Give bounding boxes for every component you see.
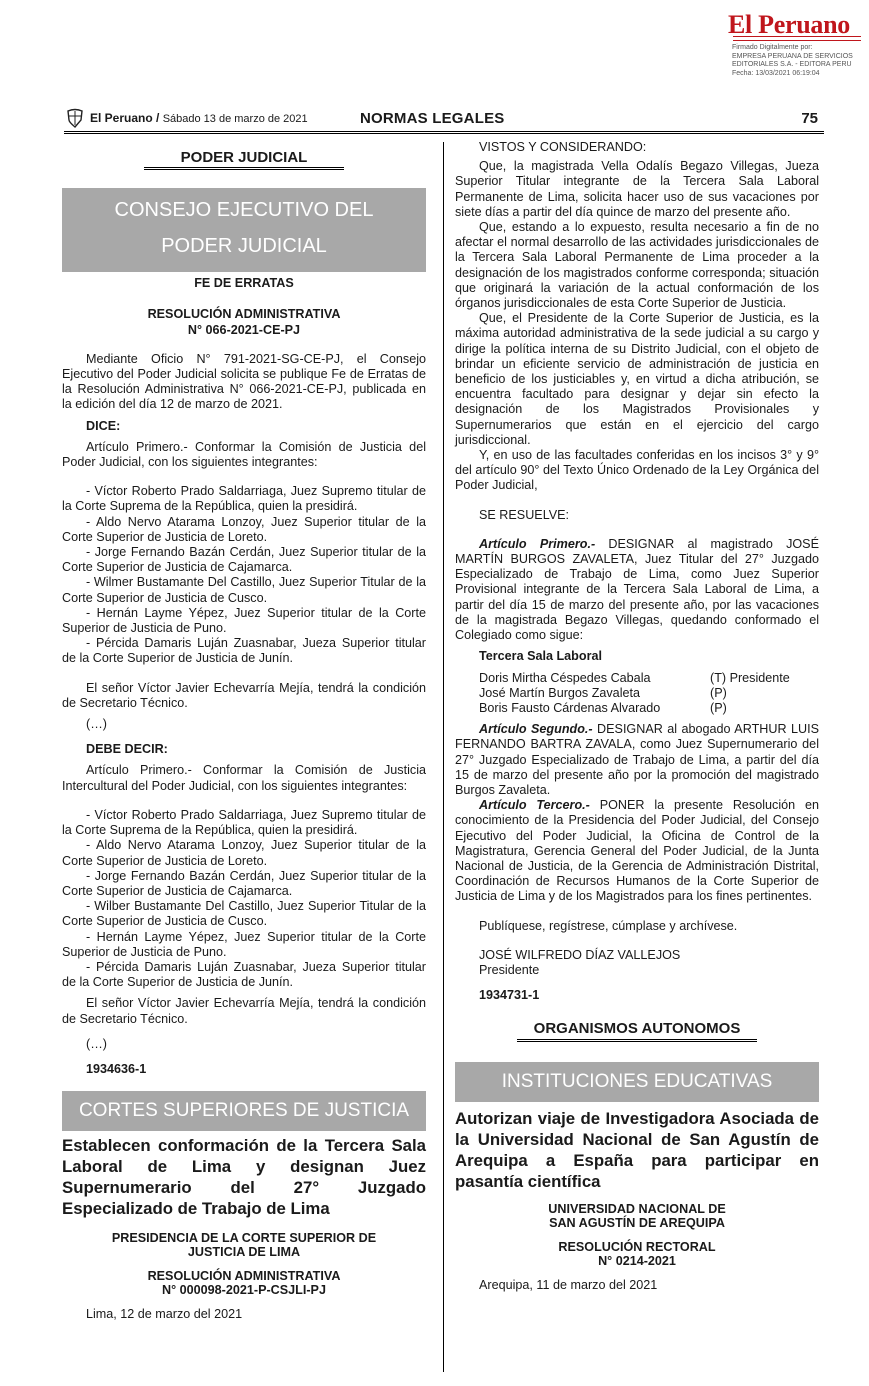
el-peruano-logo: El Peruano: [728, 10, 850, 39]
member-item: - Wilmer Bustamante Del Castillo, Juez Superior Titular de la Corte Superior de Justicia de Cusco.: [62, 575, 426, 605]
banner-consejo-ejecutivo: [62, 188, 426, 272]
member-item: - Jorge Fernando Bazán Cerdán, Juez Superior titular de la Corte Superior de Justicia de Cajamarca.: [62, 868, 426, 898]
signature-line: EMPRESA PERUANA DE SERVICIOS: [732, 52, 853, 60]
resolution-number: N° 066-2021-CE-PJ: [187, 322, 301, 337]
member-role: (P): [710, 685, 727, 700]
section-title-organismos: ORGANISMOS AUTONOMOS: [517, 1021, 757, 1041]
banner-line: CONSEJO EJECUTIVO DEL: [114, 199, 374, 222]
article-debe-decir: Artículo Primero.- Conformar la Comisión de Justicia Intercultural del Poder Judicial, con los siguientes integrantes:: [62, 763, 426, 793]
resolution-number: N° 000098-2021-P-CSJLI-PJ: [162, 1283, 326, 1298]
article-label: Artículo Tercero.-: [479, 798, 590, 813]
intro-paragraph: Mediante Oficio N° 791-2021-SG-CE-PJ, el Consejo Ejecutivo del Poder Judicial solicita se publique Fe de Erratas de la Resolución Administrativa N° 066-2021-CE-PJ, publicada en la edición del día 12 de marzo de 2021.: [62, 351, 426, 412]
headline-autorizan-viaje: Autorizan viaje de Investigadora Asociada de la Universidad Nacional de San Agustín de Arequipa a España para participar en pasantía científica: [455, 1108, 819, 1191]
considerando-paragraph: Que, el Presidente de la Corte Superior de Justicia, es la máxima autoridad administrativa de la sede judicial a su cargo y dirige la política interna de su Distrito Judicial, con el objeto de brindar un eficiente servicio de administración de justicia en beneficio de los justiciables y, en virtud a dicha atribución, se encuentra facultado para designar y dejar sin efecto la designación de los Magistrados Provisionales y Supernumerarios que están en el ejercicio del cargo jurisdiccional.: [455, 311, 819, 447]
table-row: [479, 701, 790, 716]
member-name: Doris Mirtha Céspedes Cabala: [479, 670, 651, 685]
publication-code: 1934636-1: [86, 1061, 147, 1076]
section-title-poder-judicial: PODER JUDICIAL: [144, 150, 344, 170]
article-text: DESIGNAR al abogado ARTHUR LUIS FERNANDO BARTRA ZAVALA, como Juez Supernumerario del 27° Juzgado Especializado de Trabajo de Lima, a partir del día 15 de marzo del presente año por la promoción del magistrado Burgos Zavaleta.: [455, 722, 819, 797]
signature-line: Firmado Digitalmente por:: [732, 44, 813, 51]
ellipsis: (…): [86, 717, 107, 732]
left-column: [62, 150, 426, 1322]
article-label: Artículo Primero.-: [479, 536, 596, 551]
member-role: (P): [710, 700, 727, 715]
header-rule: [64, 131, 824, 136]
sala-members-table: [479, 671, 790, 717]
considerando-paragraph: Que, la magistrada Vella Odalís Begazo Villegas, Jueza Superior Titular integrante de la Tercera Sala Laboral Permanente de Lima, solicita hacer uso de sus vacaciones por siete días a partir del día quince de marzo del presente año.: [455, 159, 819, 219]
article-label: Artículo Segundo.-: [479, 722, 593, 737]
signer-name: JOSÉ WILFREDO DÍAZ VALLEJOS: [479, 947, 681, 962]
signature-line: EDITORIALES S.A. - EDITORA PERU: [732, 61, 852, 68]
banner-instituciones-educativas: INSTITUCIONES EDUCATIVAS: [455, 1062, 819, 1102]
coat-of-arms-icon: [66, 108, 84, 128]
article-text: DESIGNAR al magistrado JOSÉ MARTÍN BURGOS ZAVALETA, Juez Titular del 27° Juzgado Especializado de Trabajo de Lima, como Juez Superior Provisional integrante de la Tercera Sala Laboral de Lima, a partir del día 15 de marzo del presente año, por las vacaciones de la magistrada Begazo Villegas, quedando conformado el Colegiado como sigue:: [455, 536, 819, 643]
article-dice: Artículo Primero.- Conformar la Comisión de Justicia del Poder Judicial, con los siguientes integrantes:: [62, 439, 426, 470]
secretario-debe: El señor Víctor Javier Echevarría Mejía, tendrá la condición de Secretario Técnico.: [62, 996, 426, 1026]
member-role: (T) Presidente: [710, 670, 790, 685]
header-date: Sábado 13 de marzo de 2021: [162, 113, 308, 125]
member-item: - Pércida Damaris Luján Zuasnabar, Jueza Superior titular de la Corte Superior de Justicia de Junín.: [62, 636, 426, 666]
signature-line: Fecha: 13/03/2021 06:19:04: [732, 69, 820, 77]
member-item: - Víctor Roberto Prado Saldarriaga, Juez Supremo titular de la Corte Suprema de la República, quien la presidirá.: [62, 807, 426, 838]
considerando-paragraph: Que, estando a lo expuesto, resulta necesario a fin de no afectar el normal desarrollo de las actividades jurisdiccionales de la Tercera Sala Laboral Permanente de Lima proceder a la designación de los magistrados conforme corresponda; situación que originará la variación de la actual conformación de los órganos jurisdiccionales de esta Corte Superior de Justicia.: [455, 220, 819, 311]
banner-cortes-superiores: CORTES SUPERIORES DE JUSTICIA: [62, 1091, 426, 1131]
page-number: 75: [801, 110, 818, 127]
article-text: PONER la presente Resolución en conocimiento de la Presidencia del Poder Judicial, del Consejo Ejecutivo del Poder Judicial, la Oficina de Control de la Magistratura, Gerencia General del Poder Judicial, de la Junta Nacional de Justicia, de la Gerencia de Administración Distrital, Coordinación de Recursos Humanos de la Corte Superior de Justicia de Lima y de los Magistrados para los fines pertinentes.: [455, 798, 819, 904]
debe-decir-heading: DEBE DECIR:: [86, 742, 168, 757]
member-name: José Martín Burgos Zavaleta: [479, 685, 640, 700]
dice-heading: DICE:: [86, 418, 121, 433]
vistos-heading: VISTOS Y CONSIDERANDO:: [479, 140, 647, 154]
member-item: - Jorge Fernando Bazán Cerdán, Juez Superior titular de la Corte Superior de Justicia de Cajamarca.: [62, 545, 426, 575]
univ-heading: UNIVERSIDAD NACIONAL DE: [548, 1201, 726, 1216]
resolution-title: RESOLUCIÓN RECTORAL: [558, 1239, 716, 1254]
member-item: - Aldo Nervo Atarama Lonzoy, Juez Superior titular de la Corte Superior de Justicia de Loreto.: [62, 838, 426, 868]
article-segundo: [455, 722, 819, 798]
ellipsis: (…): [86, 1036, 107, 1051]
signer-role: Presidente: [479, 962, 540, 977]
headline-tercera-sala: Establecen conformación de la Tercera Sala Laboral de Lima y designan Juez Supernumerario del 27° Juzgado Especializado de Trabajo de Lima: [62, 1136, 426, 1219]
article-tercero: [455, 798, 819, 904]
presidencia-heading: PRESIDENCIA DE LA CORTE SUPERIOR DE JUSTICIA DE LIMA: [111, 1231, 377, 1260]
table-row: [479, 686, 790, 701]
univ-heading: SAN AGUSTÍN DE AREQUIPA: [549, 1215, 725, 1230]
header-paper: El Peruano: [90, 111, 153, 125]
header-paper-date: El Peruano / Sábado 13 de marzo de 2021: [90, 111, 308, 125]
digital-signature: [732, 44, 853, 78]
column-divider: [443, 142, 444, 1372]
right-column: [455, 140, 819, 1293]
resolution-title: RESOLUCIÓN ADMINISTRATIVA: [147, 1269, 341, 1284]
article-primero: [455, 537, 819, 643]
member-item: - Hernán Layme Yépez, Juez Superior titular de la Corte Superior de Justicia de Puno.: [62, 605, 426, 636]
publiquese-line: Publíquese, regístrese, cúmplase y archívese.: [479, 918, 738, 933]
publication-code: 1934731-1: [479, 988, 540, 1003]
member-item: - Pércida Damaris Luján Zuasnabar, Jueza Superior titular de la Corte Superior de Justicia de Junín.: [62, 959, 426, 990]
logo-underline: [733, 36, 861, 41]
considerando-paragraph: Y, en uso de las facultades conferidas en los incisos 3° y 9° del artículo 90° del Texto Único Ordenado de la Ley Orgánica del Poder Judicial,: [455, 448, 819, 493]
resolution-number: N° 0214-2021: [598, 1253, 676, 1268]
secretario-dice: El señor Víctor Javier Echevarría Mejía, tendrá la condición de Secretario Técnico.: [62, 680, 426, 710]
header-section: NORMAS LEGALES: [360, 110, 505, 127]
banner-line: PODER JUDICIAL: [161, 235, 327, 258]
member-item: - Aldo Nervo Atarama Lonzoy, Juez Superior titular de la Corte Superior de Justicia de Loreto.: [62, 514, 426, 544]
se-resuelve-heading: SE RESUELVE:: [479, 507, 570, 522]
sala-title: Tercera Sala Laboral: [479, 649, 602, 664]
table-row: [479, 671, 790, 686]
resolution-date: Arequipa, 11 de marzo del 2021: [479, 1277, 658, 1292]
resolution-title: RESOLUCIÓN ADMINISTRATIVA: [147, 307, 341, 322]
page-header: [64, 108, 822, 130]
member-item: - Wilber Bustamante Del Castillo, Juez Superior Titular de la Corte Superior de Justicia de Cusco.: [62, 899, 426, 929]
fe-de-erratas-heading: FE DE ERRATAS: [194, 276, 294, 291]
resolution-date: Lima, 12 de marzo del 2021: [86, 1307, 243, 1322]
member-item: - Hernán Layme Yépez, Juez Superior titular de la Corte Superior de Justicia de Puno.: [62, 929, 426, 959]
member-item: - Víctor Roberto Prado Saldarriaga, Juez Supremo titular de la Corte Suprema de la República, quien la presidirá.: [62, 484, 426, 514]
member-name: Boris Fausto Cárdenas Alvarado: [479, 700, 661, 715]
